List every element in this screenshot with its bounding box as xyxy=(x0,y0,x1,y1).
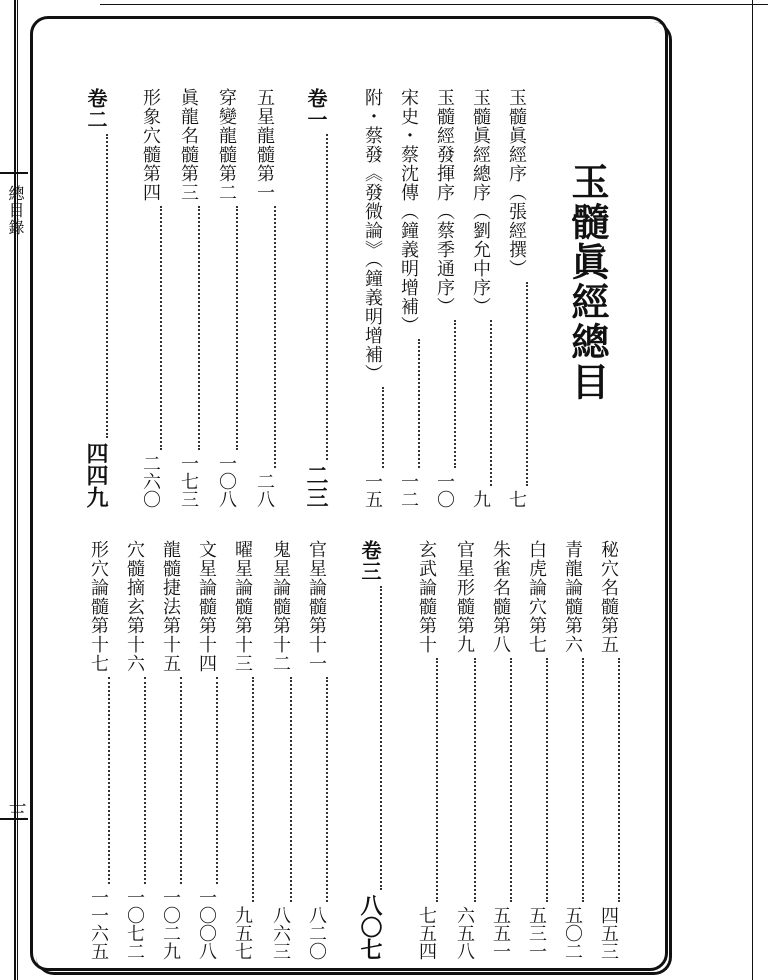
entry-page-number: 七五四 xyxy=(416,906,437,960)
dot-leader xyxy=(454,320,456,468)
toc-entry xyxy=(194,540,218,960)
margin-page-number: 三 xyxy=(4,802,28,823)
entry-label: 青龍論髓第六 xyxy=(562,540,583,654)
entry-page-number: 六五八 xyxy=(454,906,475,960)
dot-leader xyxy=(236,206,238,450)
toc-entry xyxy=(158,540,182,960)
toc-entry xyxy=(176,88,200,508)
dot-leader xyxy=(252,677,254,902)
entry-label: 穴髓摘玄第十六 xyxy=(124,540,145,673)
entry-page-number: 八〇七 xyxy=(357,894,383,960)
toc-entry xyxy=(214,88,238,508)
entry-page-number: 二三 xyxy=(303,464,329,508)
entry-page-number: 二六〇 xyxy=(140,454,161,508)
toc-entry xyxy=(468,88,492,508)
entry-page-number: 四四九 xyxy=(83,442,109,508)
toc-entry xyxy=(230,540,254,960)
page-top-edge xyxy=(100,4,768,5)
toc-entry xyxy=(452,540,476,960)
entry-label: 龍髓捷法第十五 xyxy=(160,540,181,673)
dot-leader xyxy=(474,658,476,902)
toc-entry xyxy=(360,88,384,508)
entry-label: 形穴論髓第十七 xyxy=(88,540,109,673)
entry-label: 鬼星論髓第十二 xyxy=(270,540,291,673)
entry-label: 玉髓眞經總序（劉允中序） xyxy=(470,88,491,316)
dot-leader xyxy=(382,387,384,468)
toc-entry xyxy=(504,88,528,508)
toc-entry xyxy=(432,88,456,508)
toc-entry xyxy=(86,540,110,960)
toc-entry xyxy=(560,540,584,960)
dot-leader xyxy=(180,677,182,884)
entry-page-number: 一一六五 xyxy=(88,888,109,960)
entry-label: 白虎論穴第七 xyxy=(526,540,547,654)
dot-leader xyxy=(380,586,382,890)
entry-page-number: 二八 xyxy=(254,472,275,508)
entry-label: 附・蔡發《發微論》（鐘義明增補） xyxy=(362,88,383,383)
toc-entry xyxy=(596,540,620,960)
entry-label: 卷一 xyxy=(304,88,328,130)
dot-leader xyxy=(582,658,584,902)
toc-entry xyxy=(252,88,276,508)
page-title: 玉髓眞經總目 xyxy=(565,162,610,402)
entry-page-number: 一二 xyxy=(398,472,419,508)
entry-page-number: 五〇二 xyxy=(562,906,583,960)
dot-leader xyxy=(108,677,110,884)
page-right-edge xyxy=(752,0,753,980)
entry-label: 秘穴名髓第五 xyxy=(598,540,619,654)
dot-leader xyxy=(418,339,420,468)
toc-entry xyxy=(122,540,146,960)
entry-page-number: 八六三 xyxy=(270,906,291,960)
entry-page-number: 一〇八 xyxy=(216,454,237,508)
entry-label: 文星論髓第十四 xyxy=(196,540,217,673)
entry-page-number: 七 xyxy=(506,490,527,508)
entry-page-number: 五五一 xyxy=(490,906,511,960)
dot-leader xyxy=(274,206,276,468)
margin-section-title: 總目錄 xyxy=(6,185,25,236)
toc-entry xyxy=(488,540,512,960)
dot-leader xyxy=(290,677,292,902)
toc-entry xyxy=(304,540,328,960)
dot-leader xyxy=(436,658,438,902)
dot-leader xyxy=(326,677,328,902)
volume-entry xyxy=(84,88,108,508)
entry-label: 玉髓經發揮序（蔡季通序） xyxy=(434,88,455,316)
dot-leader xyxy=(546,658,548,902)
entry-page-number: 一七三 xyxy=(178,454,199,508)
entry-label: 卷三 xyxy=(358,540,382,582)
dot-leader xyxy=(510,658,512,902)
entry-label: 朱雀名髓第八 xyxy=(490,540,511,654)
entry-label: 五星龍髓第一 xyxy=(254,88,275,202)
dot-leader xyxy=(198,206,200,450)
entry-page-number: 一〇〇八 xyxy=(196,888,217,960)
binding-spine-line xyxy=(14,0,18,980)
toc-entry xyxy=(268,540,292,960)
entry-label: 眞龍名髓第三 xyxy=(178,88,199,202)
dot-leader xyxy=(106,134,108,438)
toc-entry xyxy=(524,540,548,960)
entry-page-number: 四五三 xyxy=(598,906,619,960)
entry-label: 形象穴髓第四 xyxy=(140,88,161,202)
entry-page-number: 九 xyxy=(470,490,491,508)
dot-leader xyxy=(144,677,146,884)
toc-entry xyxy=(138,88,162,508)
toc-entry xyxy=(396,88,420,508)
entry-page-number: 一〇七二 xyxy=(124,888,145,960)
entry-label: 官星形髓第九 xyxy=(454,540,475,654)
dot-leader xyxy=(160,206,162,450)
entry-page-number: 八二〇 xyxy=(306,906,327,960)
entry-label: 穿變龍髓第二 xyxy=(216,88,237,202)
entry-page-number: 九五七 xyxy=(232,906,253,960)
entry-label: 宋史・蔡沈傳（鐘義明增補） xyxy=(398,88,419,335)
entry-page-number: 一〇二九 xyxy=(160,888,181,960)
dot-leader xyxy=(618,658,620,902)
entry-label: 玄武論髓第十 xyxy=(416,540,437,654)
entry-label: 卷二 xyxy=(84,88,108,130)
entry-label: 官星論髓第十一 xyxy=(306,540,327,673)
dot-leader xyxy=(216,677,218,884)
entry-label: 玉髓眞經序（張經撰） xyxy=(506,88,527,278)
entry-page-number: 一五 xyxy=(362,472,383,508)
dot-leader xyxy=(490,320,492,486)
toc-entry xyxy=(414,540,438,960)
entry-page-number: 五三一 xyxy=(526,906,547,960)
volume-entry xyxy=(304,88,328,508)
dot-leader xyxy=(326,134,328,460)
volume-entry xyxy=(358,540,382,960)
dot-leader xyxy=(526,282,528,486)
spine-mark-top xyxy=(0,172,28,178)
entry-label: 曜星論髓第十三 xyxy=(232,540,253,673)
entry-page-number: 一〇 xyxy=(434,472,455,508)
